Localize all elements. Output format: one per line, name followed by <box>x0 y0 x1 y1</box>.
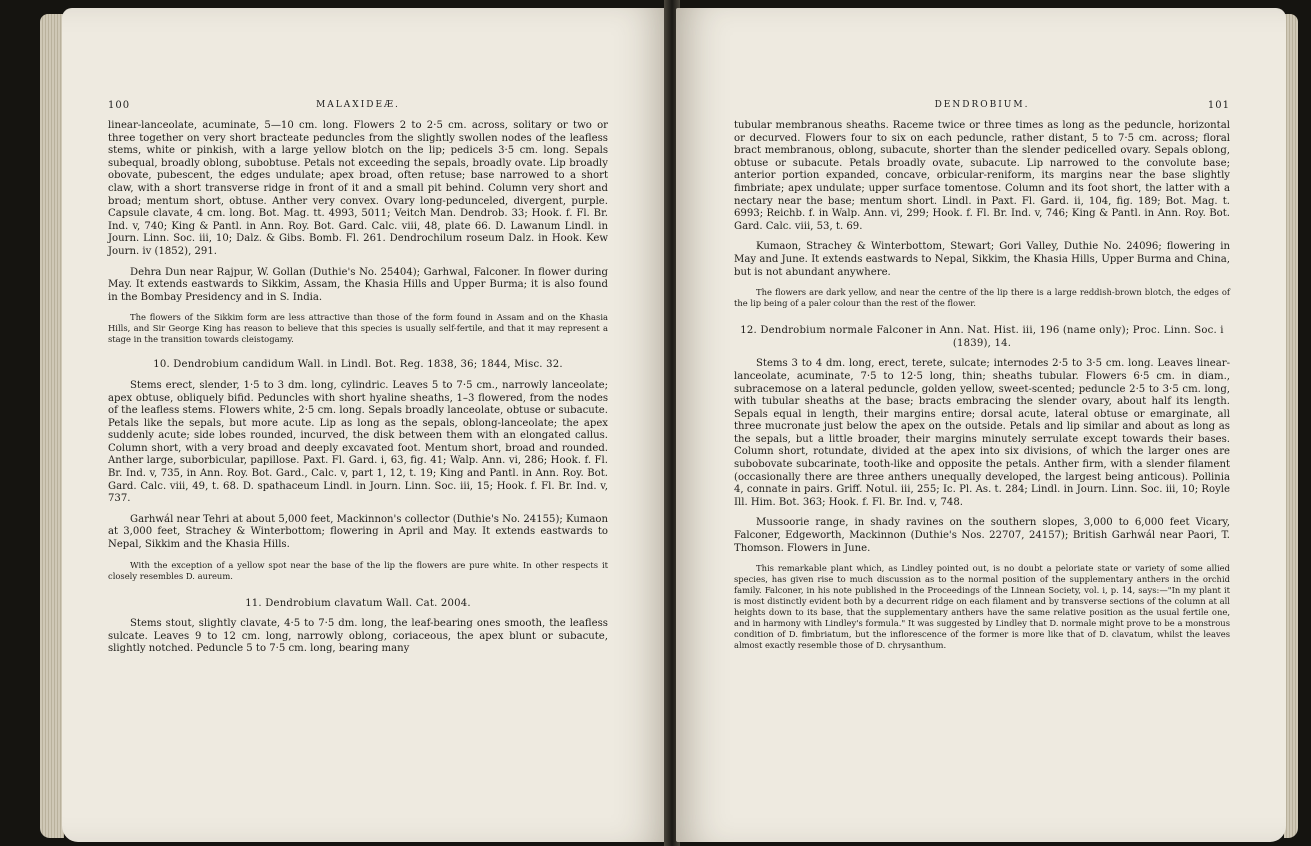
paragraph: Dehra Dun near Rajpur, W. Gollan (Duthie's No. 25404); Garhwal, Falconer. In flower during May. It extends eastwards to Sikkim, Assam, the Khasia Hills and Upper Burma; it is also found in the Bombay Presidency and in S. India. <box>108 266 608 303</box>
species-heading: 12. Dendrobium normale Falconer in Ann. Nat. Hist. iii, 196 (name only); Proc. Linn. Soc. i (1839), 14. <box>740 325 1224 349</box>
right-running-title: DENDROBIUM. <box>934 100 1030 110</box>
species-heading: 10. Dendrobium candidum Wall. in Lindl. Bot. Reg. 1838, 36; 1844, Misc. 32. <box>153 359 563 371</box>
right-page <box>676 8 1286 842</box>
left-running-title: MALAXIDEÆ. <box>316 100 400 110</box>
paragraph: Garhwál near Tehri at about 5,000 feet, Mackinnon's collector (Duthie's No. 24155); Kumaon at 3,000 feet, Strachey & Winterbottom; flowering in April and May. It extends eastwards to Nepal, Sikkim and the Khasia Hills. <box>108 513 608 551</box>
footnote: This remarkable plant which, as Lindley pointed out, is no doubt a peloriate state or variety of some allied species, has given rise to much discussion as to the normal position of the supplementary anthers in the orchid family. Falconer, in his note published in the Proceedings of the Linnean Society, vol. i, p. 14, says:—"In my plant it is most distinctly evident both by a decurrent ridge on each filament and by transverse sections of the column at all heights down to its base, that the supplementary anthers have the same relative position as the usual fertile one, and in harmony with Lindley's formula." It was suggested by Lindley that D. normale might prove to be a monstrous condition of D. fimbriatum, but the inflorescence of the former is more like that of D. clavatum, whilst the leaves almost exactly resemble those of D. chrysanthum. <box>734 563 1230 651</box>
left-page <box>62 8 668 842</box>
species-heading: 11. Dendrobium clavatum Wall. Cat. 2004. <box>245 597 471 609</box>
paragraph: Stems erect, slender, 1·5 to 3 dm. long, cylindric. Leaves 5 to 7·5 cm., narrowly lanceolate; apex obtuse, obliquely bifid. Peduncles with short hyaline sheaths, 1–3 flowered, from the nodes of the leafless stems. Flowers white, 2·5 cm. long. Sepals broadly lanceolate, obtuse or subacute. Petals like the sepals, but more acute. Lip as long as the sepals, oblong-lanceolate; the apex suddenly acute; side lobes rounded, incurved, the disk between them with an elongated callus. Column short, with a very broad and deeply excavated foot. Mentum short, broad and rounded. Anther large, suborbicular, papillose. Paxt. Fl. Gard. i, 63, fig. 41; Walp. Ann. vi, 286; Hook. f. Fl. Br. Ind. v, 735, in Ann. Roy. Bot. Gard., Calc. v, part 1, 12, t. 19; King and Pantl. in Ann. Roy. Bot. Gard. Calc. viii, 49, t. 68. D. spathaceum Lindl. in Journ. Linn. Soc. iii, 15; Hook. f. Fl. Br. Ind. v, 737. <box>108 379 608 505</box>
paragraph: Kumaon, Strachey & Winterbottom, Stewart; Gori Valley, Duthie No. 24096; flowering in May and June. It extends eastwards to Nepal, Sikkim, the Khasia Hills, Upper Burma and China, but is not abundant anywhere. <box>734 241 1230 278</box>
left-running-head <box>108 100 608 110</box>
right-page-edges <box>1284 14 1298 838</box>
paragraph: tubular membranous sheaths. Raceme twice or three times as long as the peduncle, horizontal or decurved. Flowers four to six on each peduncle, rather distant, 5 to 7·5 cm. across; floral bract membranous, oblong, subacute, shorter than the slender pedicelled ovary. Sepals oblong, obtuse or subacute. Petals broadly ovate, subacute. Lip narrowed to the convolute base; anterior portion expanded, concave, orbicular-reniform, its margins near the base slightly fimbriate; apex undulate; upper surface tomentose. Column and its foot short, the latter with a nectary near the base; mentum short. Lindl. in Paxt. Fl. Gard. ii, 104, fig. 189; Bot. Mag. t. 6993; Reichb. f. in Walp. Ann. vi, 299; Hook. f. Fl. Br. Ind. v, 746; King & Pantl. in Ann. Roy. Bot. Gard. Calc. viii, 53, t. 69. <box>734 120 1230 232</box>
left-page-edges <box>40 14 64 838</box>
paragraph: Stems stout, slightly clavate, 4·5 to 7·5 dm. long, the leaf-bearing ones smooth, the leafless sulcate. Leaves 9 to 12 cm. long, narrowly oblong, coriaceous, the apex blunt or subacute, slightly notched. Peduncle 5 to 7·5 cm. long, bearing many <box>108 618 608 655</box>
footnote: The flowers are dark yellow, and near the centre of the lip there is a large reddish-brown blotch, the edges of the lip being of a paler colour than the rest of the flower. <box>734 287 1230 309</box>
footnote: The flowers of the Sikkim form are less attractive than those of the form found in Assam and on the Khasia Hills, and Sir George King has reason to believe that this species is usually self-fertile, and that it may represent a stage in the transition towards cleistogamy. <box>108 312 608 345</box>
left-page-number: 100 <box>108 100 131 111</box>
right-page-text <box>734 120 1230 651</box>
footnote: With the exception of a yellow spot near the base of the lip the flowers are pure white. In other respects it closely resembles D. aureum. <box>108 559 608 581</box>
right-page-number: 101 <box>1207 100 1230 111</box>
left-page-text <box>108 120 608 656</box>
paragraph: Stems 3 to 4 dm. long, erect, terete, sulcate; internodes 2·5 to 3·5 cm. long. Leaves linear-lanceolate, acuminate, 7·5 to 12·5 long, thin; sheaths tubular. Flowers 6·5 cm. in diam., subracemose on a lateral peduncle, golden yellow, sweet-scented; peduncle 2·5 to 3·5 cm. long, with tubular sheaths at the base; bracts embracing the slender ovary, about half its length. Sepals equal in length, their margins entire; dorsal acute, lateral obtuse or emarginate, all three mucronate just below the apex on the outside. Petals and lip similar and about as long as the sepals, but a little broader, their margins minutely serrulate except towards their bases. Column short, rotundate, divided at the apex into six divisions, of which the larger ones are subobovate subcarinate, tooth-like and opposite the petals. Anther firm, with a slender filament (occasionally there are three anthers unequally developed, the largest being anticous). Pollinia 4, connate in pairs. Griff. Notul. iii, 255; Ic. Pl. As. t. 284; Lindl. in Journ. Linn. Soc. iii, 10; Royle Ill. Him. Bot. 363; Hook. f. Fl. Br. Ind. v, 748. <box>734 358 1230 508</box>
paragraph: linear-lanceolate, acuminate, 5—10 cm. long. Flowers 2 to 2·5 cm. across, solitary or two or three together on very short bracteate peduncles from the slightly swollen nodes of the leafless stems, white or pinkish, with a large yellow blotch on the lip; pedicels 3·5 cm. long. Sepals subequal, broadly oblong, subobtuse. Petals not exceeding the sepals, broadly ovate. Lip broadly obovate, pubescent, the edges undulate; apex broad, often retuse; base narrowed to a short claw, with a short transverse ridge in front of it and a small pit behind. Column very short and broad; mentum short, obtuse. Anther very convex. Ovary long-pedunceled, divergent, purple. Capsule clavate, 4 cm. long. Bot. Mag. tt. 4993, 5011; Veitch Man. Dendrob. 33; Hook. f. Fl. Br. Ind. v, 740; King & Pantl. in Ann. Roy. Bot. Gard. Calc. viii, 48, plate 66. D. Lawanum Lindl. in Journ. Linn. Soc. iii, 10; Dalz. & Gibs. Bomb. Fl. 261. Dendrochilum roseum Dalz. in Hook. Kew Journ. iv (1852), 291. <box>108 120 608 257</box>
right-running-head <box>734 100 1230 110</box>
paragraph: Mussoorie range, in shady ravines on the southern slopes, 3,000 to 6,000 feet Vicary, Falconer, Edgeworth, Mackinnon (Duthie's Nos. 22707, 24157); British Garhwál near Paori, T. Thomson. Flowers in June. <box>734 517 1230 554</box>
